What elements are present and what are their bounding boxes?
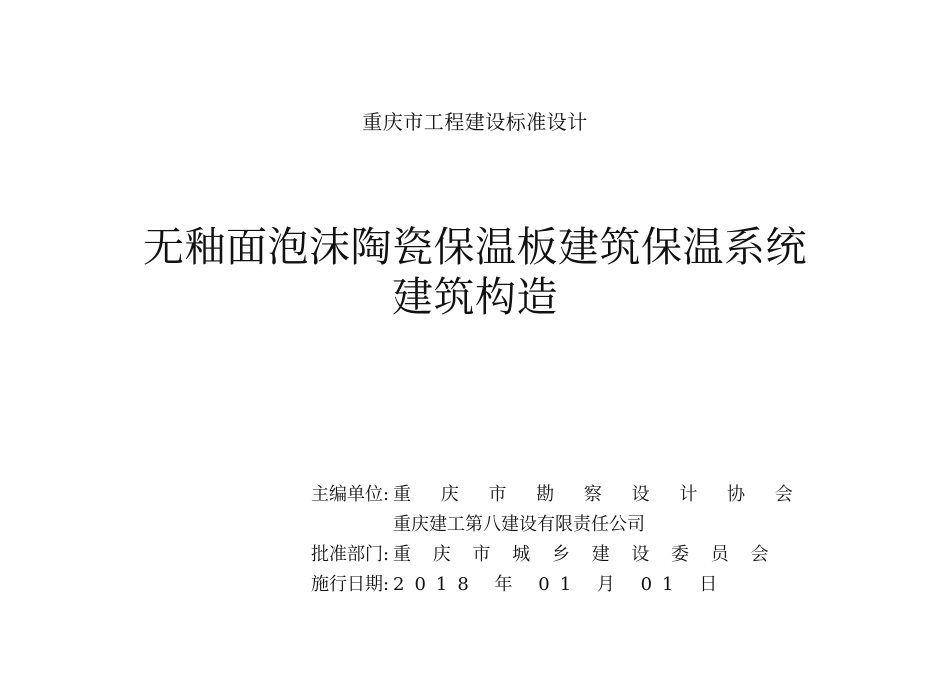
info-label-chief-editor: 主编单位: [311, 484, 390, 505]
series-title: 重庆市工程建设标准设计 [362, 110, 588, 134]
info-row-effective-date [311, 570, 728, 600]
main-title-line-1: 无釉面泡沫陶瓷保温板建筑保温系统 [143, 223, 807, 271]
info-row-approval-department [311, 540, 777, 570]
info-value-chief-editor: 重 庆 市 勘 察 设 计 协 会 [393, 484, 805, 505]
main-title [0, 222, 950, 322]
info-label-approval-department: 批准部门: [311, 544, 390, 565]
document-info-block [311, 480, 805, 600]
info-row-co-editor [311, 510, 651, 540]
info-value-approval-department: 重 庆 市 城 乡 建 设 委 员 会 [393, 544, 777, 565]
info-value-co-editor: 重庆建工第八建设有限责任公司 [393, 514, 645, 535]
info-label-effective-date: 施行日期: [311, 574, 390, 595]
main-title-line-2: 建筑构造 [392, 273, 558, 321]
info-row-chief-editor [311, 480, 805, 510]
info-value-effective-date: 2018 年 01 月 01 日 [393, 574, 728, 595]
